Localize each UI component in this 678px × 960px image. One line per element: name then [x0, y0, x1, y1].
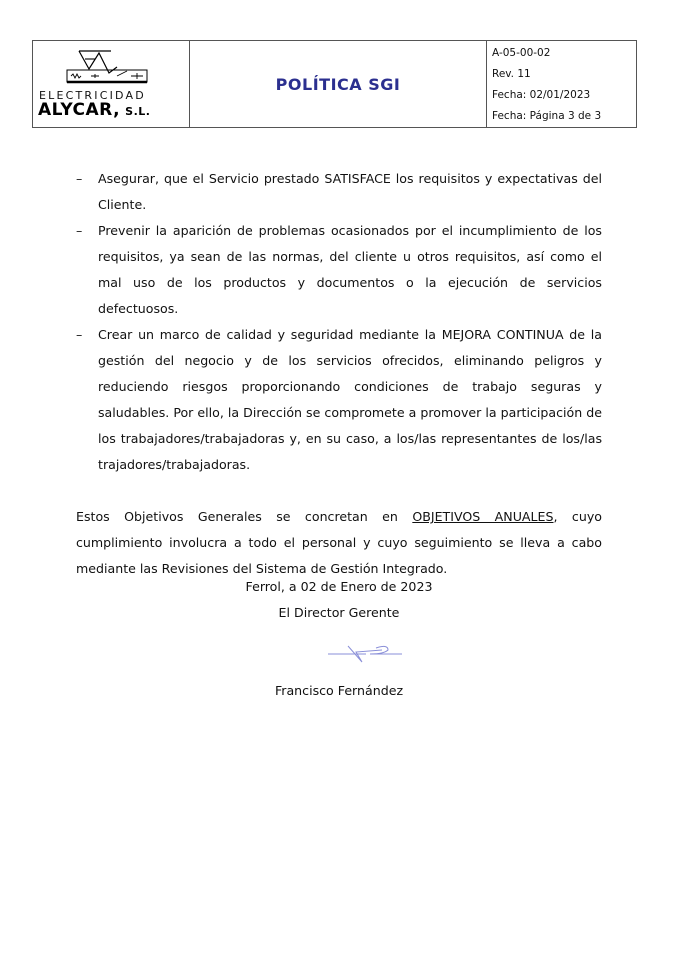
- handwritten-signature-icon: [326, 642, 406, 666]
- logo-text-alycar: [38, 100, 150, 120]
- logo-company-name: ALYCAR,: [38, 100, 121, 120]
- signature-place-date: Ferrol, a 02 de Enero de 2023: [245, 579, 433, 594]
- document-title: POLÍTICA SGI: [275, 74, 401, 94]
- signatory-name: Francisco Fernández: [274, 683, 404, 698]
- page-number: Fecha: Página 3 de 3: [492, 109, 602, 122]
- paragraph-text-start: Estos Objetivos Generales se concretan en: [76, 509, 413, 524]
- list-item: [76, 166, 602, 218]
- paragraph-text-end: , cuyo cumplimiento involucra a todo el personal y cuyo seguimiento se lleva a cabo mediante las Revisiones del Sistema de Gestión Integrado.: [76, 509, 602, 576]
- objectives-paragraph: [76, 504, 602, 582]
- document-meta: [487, 41, 636, 127]
- bullet-text: Asegurar, que el Servicio prestado SATISFACE los requisitos y expectativas del Cliente.: [98, 171, 602, 212]
- document-date: Fecha: 02/01/2023: [492, 88, 591, 101]
- document-code: A-05-00-02: [492, 46, 551, 59]
- document-header: [32, 40, 637, 128]
- bullet-text: Crear un marco de calidad y seguridad mediante la MEJORA CONTINUA de la gestión del negocio y de los servicios ofrecidos, eliminando peligros y reduciendo riesgos proporcionando condiciones de trabajo seguras y saludables. Por ello, la Dirección se compromete a promover la participación de los trabajadores/trabajadoras y, en su caso, a los/las representantes de los/las trajadores/trabajadoras.: [98, 327, 602, 472]
- document-body: [76, 166, 602, 582]
- revision: Rev. 11: [492, 67, 531, 80]
- company-logo-icon: [65, 49, 150, 89]
- signature-role: El Director Gerente: [278, 605, 400, 620]
- list-item: [76, 218, 602, 322]
- bullet-dash: –: [76, 223, 83, 238]
- logo-text-electricidad: ELECTRICIDAD: [39, 89, 146, 102]
- title-cell: [190, 41, 487, 127]
- logo-cell: [33, 41, 190, 127]
- annual-objectives-emphasis: OBJETIVOS ANUALES: [412, 509, 554, 524]
- bullet-dash: –: [76, 327, 83, 342]
- bullet-text: Prevenir la aparición de problemas ocasionados por el incumplimiento de los requisitos, ya sean de las normas, del cliente u otros requisitos, así como el mal uso de los productos y documentos o la ejecución de servicios defectuosos.: [98, 223, 602, 316]
- list-item: [76, 322, 602, 478]
- logo-company-suffix: S.L.: [125, 105, 151, 118]
- bullet-dash: –: [76, 171, 83, 186]
